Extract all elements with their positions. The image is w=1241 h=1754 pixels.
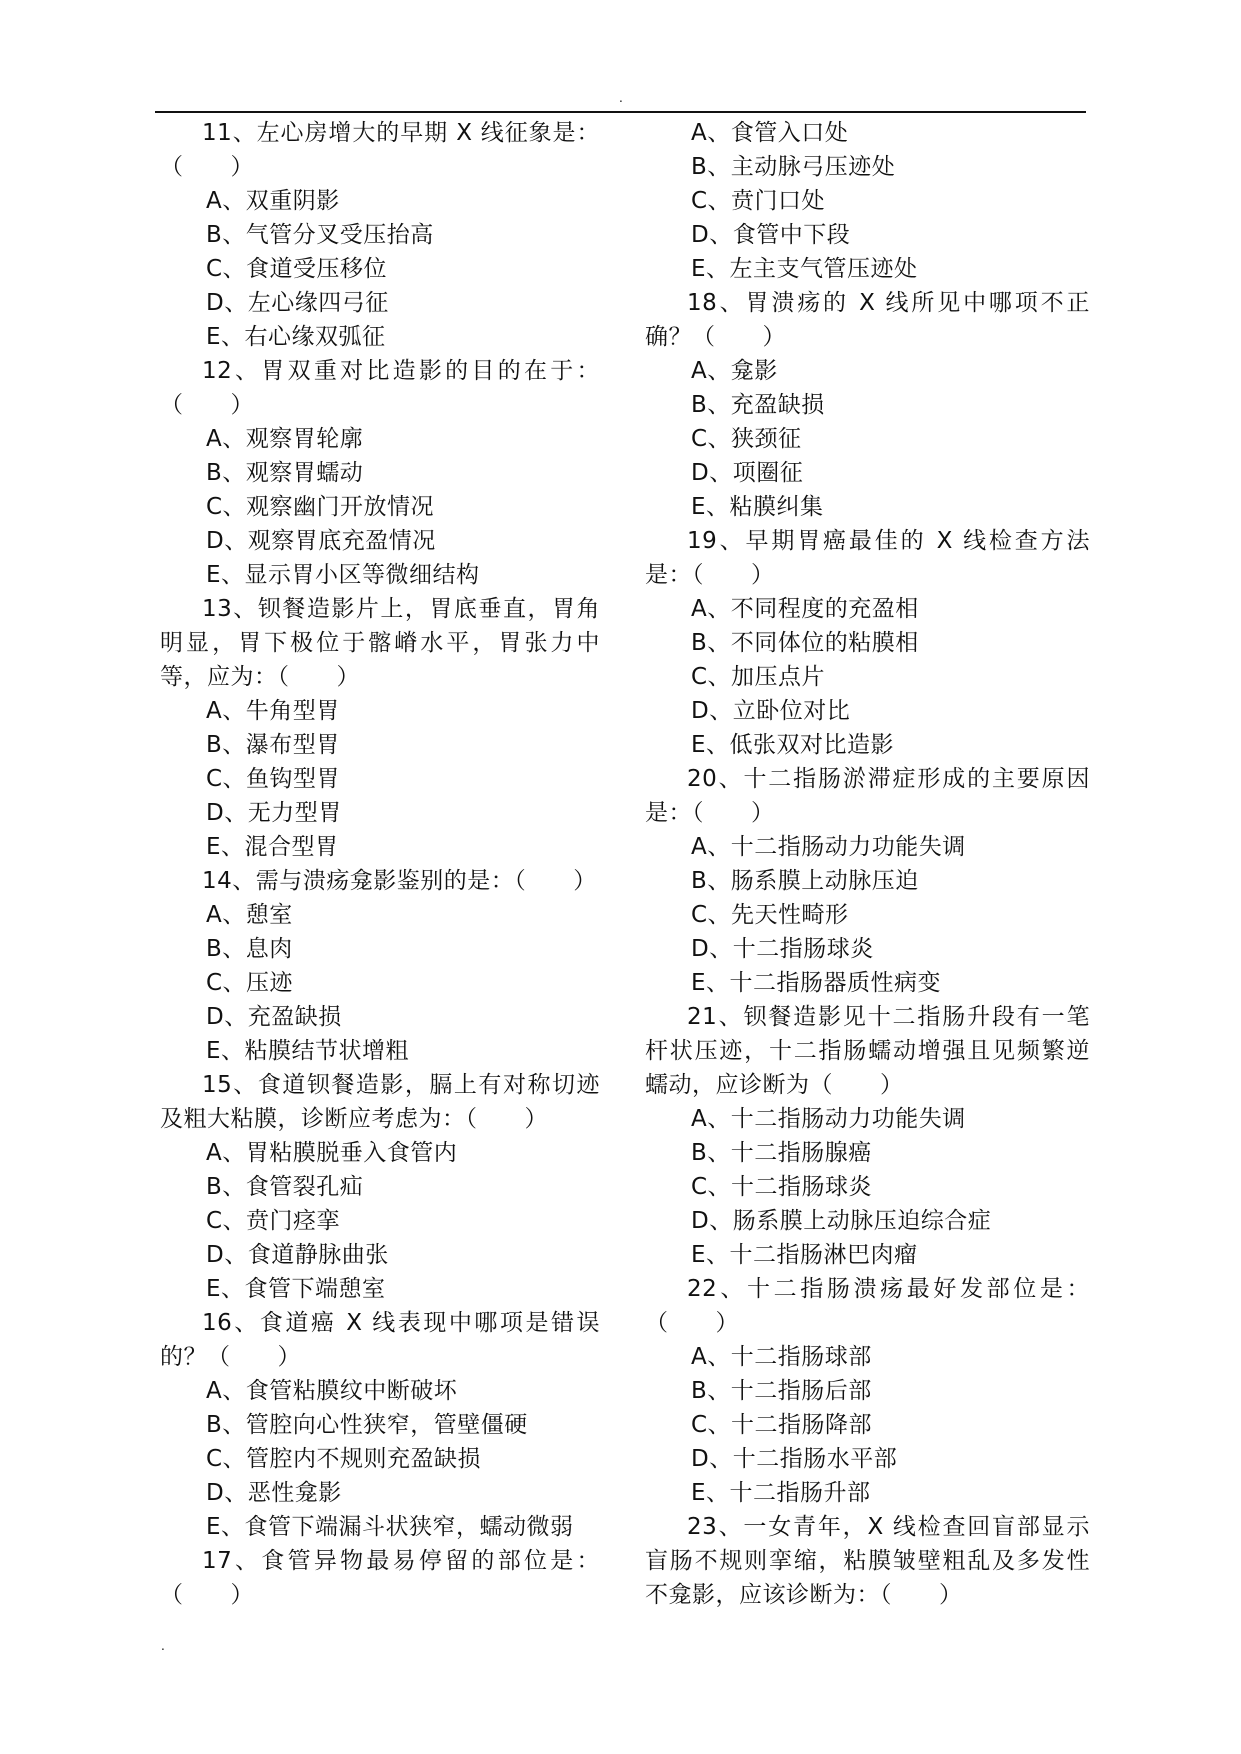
answer-option: C、食道受压移位 [206, 256, 388, 282]
answer-option: C、十二指肠球炎 [691, 1174, 873, 1200]
answer-option: B、气管分叉受压抬高 [206, 222, 434, 248]
answer-option: D、肠系膜上动脉压迫综合症 [691, 1208, 992, 1234]
question-stem: 18、胃溃疡的 X 线所见中哪项不正确？（ ） [645, 290, 1090, 350]
answer-option: C、压迹 [206, 970, 294, 996]
answer-option: C、贲门痉挛 [206, 1208, 341, 1234]
answer-option: D、无力型胃 [206, 800, 342, 826]
answer-option: E、粘膜纠集 [691, 494, 824, 520]
answer-option: A、胃粘膜脱垂入食管内 [206, 1140, 458, 1166]
right-column [645, 116, 1090, 1612]
answer-option: E、食管下端憩室 [206, 1276, 386, 1302]
question-stem: 13、钡餐造影片上，胃底垂直，胃角明显，胃下极位于髂嵴水平，胃张力中等，应为：（ ） [160, 596, 600, 690]
question-stem: 14、需与溃疡龛影鉴别的是：（ ） [202, 868, 597, 894]
question-stem: 15、食道钡餐造影，膈上有对称切迹及粗大粘膜，诊断应考虑为：（ ） [160, 1072, 600, 1132]
answer-option: B、十二指肠后部 [691, 1378, 872, 1404]
answer-option: B、充盈缺损 [691, 392, 825, 418]
header-rule [155, 111, 1086, 113]
answer-option: D、十二指肠球炎 [691, 936, 874, 962]
answer-option: B、肠系膜上动脉压迫 [691, 868, 919, 894]
answer-option: E、十二指肠淋巴肉瘤 [691, 1242, 918, 1268]
answer-option: E、低张双对比造影 [691, 732, 895, 758]
header-mark: . [619, 91, 623, 105]
answer-option: C、贲门口处 [691, 188, 826, 214]
answer-option: A、龛影 [691, 358, 778, 384]
answer-option: E、显示胃小区等微细结构 [206, 562, 480, 588]
left-column [160, 116, 600, 1612]
answer-option: E、粘膜结节状增粗 [206, 1038, 410, 1064]
question-stem: 20、十二指肠淤滞症形成的主要原因是：（ ） [645, 766, 1090, 826]
answer-option: E、左主支气管压迹处 [691, 256, 918, 282]
answer-option: A、观察胃轮廓 [206, 426, 364, 452]
answer-option: A、憩室 [206, 902, 293, 928]
answer-option: C、管腔内不规则充盈缺损 [206, 1446, 482, 1472]
answer-option: C、狭颈征 [691, 426, 802, 452]
answer-option: C、十二指肠降部 [691, 1412, 873, 1438]
answer-option: D、左心缘四弓征 [206, 290, 389, 316]
answer-option: D、项圈征 [691, 460, 804, 486]
footer-mark: . [161, 1639, 165, 1653]
answer-option: E、十二指肠器质性病变 [691, 970, 942, 996]
answer-option: D、十二指肠水平部 [691, 1446, 898, 1472]
answer-option: D、食管中下段 [691, 222, 851, 248]
answer-option: C、观察幽门开放情况 [206, 494, 435, 520]
answer-option: A、双重阴影 [206, 188, 340, 214]
answer-option: E、右心缘双弧征 [206, 324, 386, 350]
answer-option: A、食管入口处 [691, 120, 849, 146]
answer-option: B、不同体位的粘膜相 [691, 630, 919, 656]
question-stem: 23、一女青年，X 线检查回盲部显示盲肠不规则挛缩，粘膜皱壁粗乱及多发性不龛影，应该诊断为：（ ） [645, 1514, 1090, 1608]
answer-option: C、加压点片 [691, 664, 826, 690]
question-stem: 19、早期胃癌最佳的 X 线检查方法是：（ ） [645, 528, 1090, 588]
answer-option: D、观察胃底充盈情况 [206, 528, 436, 554]
answer-option: C、先天性畸形 [691, 902, 849, 928]
answer-option: B、主动脉弓压迹处 [691, 154, 896, 180]
answer-option: B、息肉 [206, 936, 293, 962]
answer-option: A、牛角型胃 [206, 698, 340, 724]
answer-option: E、混合型胃 [206, 834, 339, 860]
question-stem: 16、食道癌 X 线表现中哪项是错误的？（ ） [160, 1310, 600, 1370]
answer-option: B、管腔向心性狭窄，管壁僵硬 [206, 1412, 528, 1438]
answer-option: B、观察胃蠕动 [206, 460, 364, 486]
question-stem: 22、十二指肠溃疡最好发部位是：（ ） [645, 1276, 1090, 1336]
answer-option: D、恶性龛影 [206, 1480, 342, 1506]
question-stem: 21、钡餐造影见十二指肠升段有一笔杆状压迹，十二指肠蠕动增强且见频繁逆蠕动，应诊断为（ ） [645, 1004, 1090, 1098]
answer-option: A、十二指肠动力功能失调 [691, 1106, 966, 1132]
answer-option: A、不同程度的充盈相 [691, 596, 919, 622]
answer-option: E、十二指肠升部 [691, 1480, 871, 1506]
answer-option: D、充盈缺损 [206, 1004, 342, 1030]
answer-option: D、食道静脉曲张 [206, 1242, 389, 1268]
question-stem: 12、胃双重对比造影的目的在于：（ ） [160, 358, 600, 418]
answer-option: D、立卧位对比 [691, 698, 851, 724]
answer-option: C、鱼钩型胃 [206, 766, 341, 792]
answer-option: A、十二指肠球部 [691, 1344, 872, 1370]
answer-option: B、食管裂孔疝 [206, 1174, 364, 1200]
question-stem: 17、食管异物最易停留的部位是：（ ） [160, 1548, 600, 1608]
answer-option: A、食管粘膜纹中断破坏 [206, 1378, 458, 1404]
answer-option: B、瀑布型胃 [206, 732, 340, 758]
answer-option: E、食管下端漏斗状狭窄，蠕动微弱 [206, 1514, 574, 1540]
question-stem: 11、左心房增大的早期 X 线征象是：（ ） [160, 120, 600, 180]
answer-option: A、十二指肠动力功能失调 [691, 834, 966, 860]
answer-option: B、十二指肠腺癌 [691, 1140, 872, 1166]
